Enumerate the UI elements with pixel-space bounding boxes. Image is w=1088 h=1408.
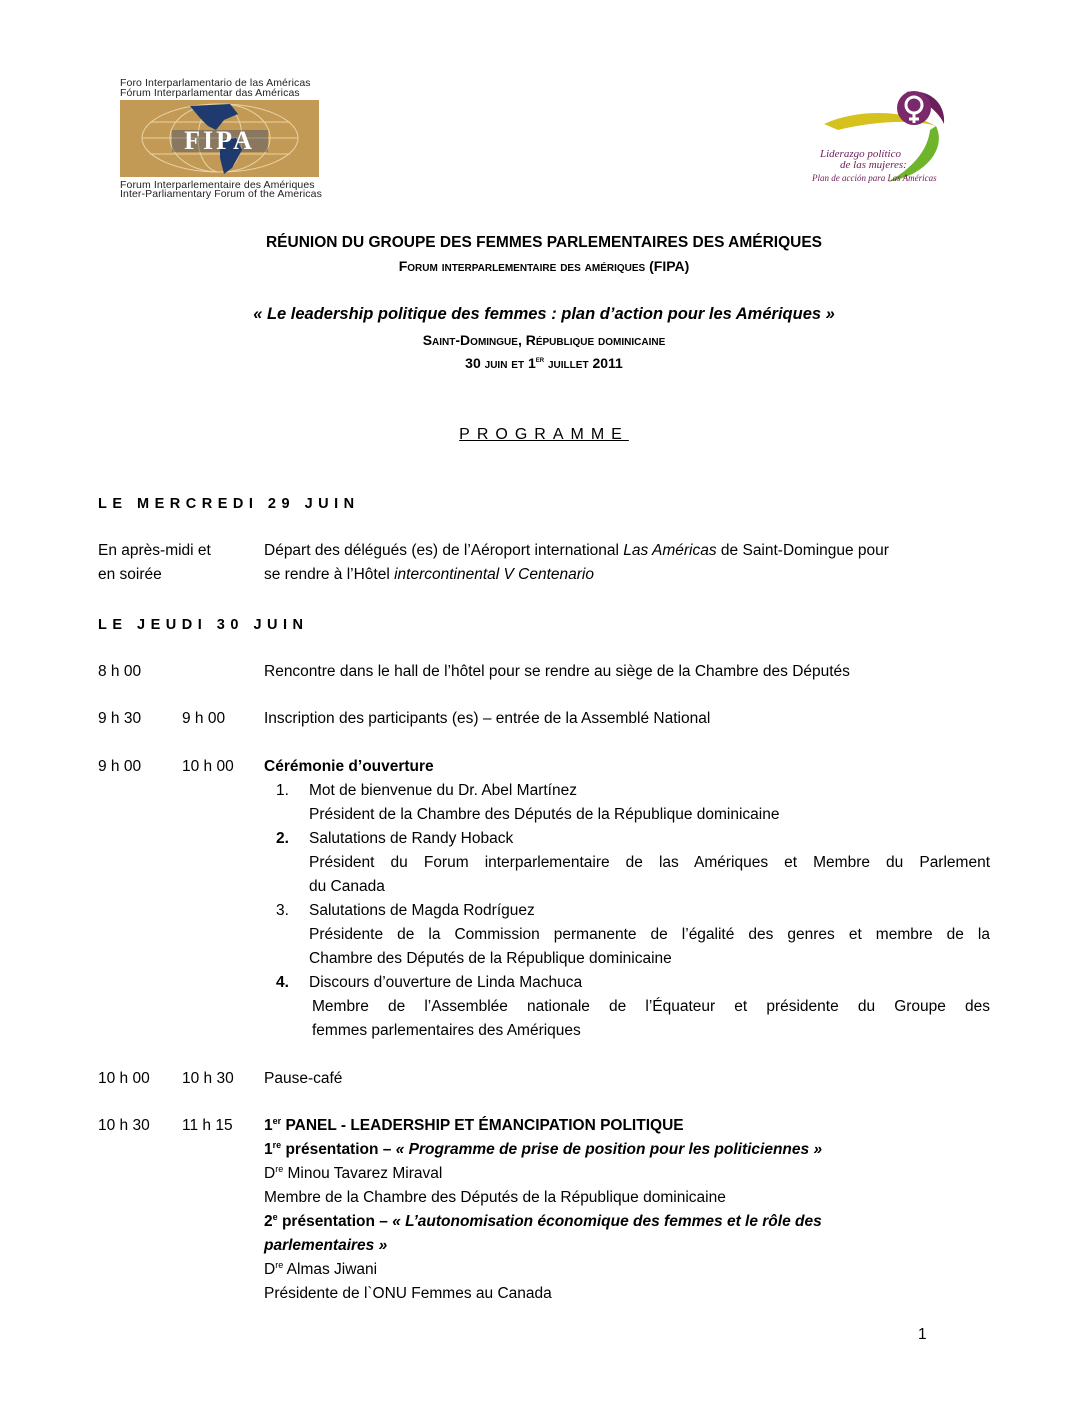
presentation-2 xyxy=(264,1210,822,1234)
time-label: En après-midi et xyxy=(98,542,211,559)
airport-name: Las Américas xyxy=(623,542,717,559)
description-text: se rendre à l’Hôtel xyxy=(264,566,395,583)
meeting-location: Saint-Domingue, République dominicaine xyxy=(422,332,666,348)
presentation-label: présentation – xyxy=(277,1213,393,1230)
schedule-description: Inscription des participants (es) – entrée de la Assemblé National xyxy=(264,710,711,727)
list-item-title: Mot de bienvenue du Dr. Abel Martínez xyxy=(309,782,577,799)
list-item-detail: Présidente de la Commission permanente de l’égalité des genres et membre de la xyxy=(309,926,990,943)
hotel-name: intercontinental V Centenario xyxy=(394,566,594,583)
presentation-label: présentation – xyxy=(281,1141,396,1158)
presenter-name-text: Minou Tavarez Miraval xyxy=(283,1165,443,1182)
time-label: en soirée xyxy=(98,566,162,583)
document-title: RÉUNION DU GROUPE DES FEMMES PARLEMENTAIRES DES AMÉRIQUES xyxy=(265,234,823,251)
presentation-1 xyxy=(264,1138,822,1162)
list-number: 3. xyxy=(276,902,289,919)
meeting-dates-part2: juillet 2011 xyxy=(544,355,623,371)
start-time: 9 h 00 xyxy=(98,758,142,775)
presenter-name xyxy=(264,1258,377,1282)
end-time: 11 h 15 xyxy=(182,1117,233,1134)
presenter-prefix-sup: re xyxy=(275,1260,284,1270)
start-time: 10 h 00 xyxy=(98,1070,150,1087)
meeting-dates xyxy=(0,355,1088,371)
description-text: de Saint-Domingue pour xyxy=(716,542,889,559)
end-time: 9 h 00 xyxy=(182,710,226,727)
panel-number: 1 xyxy=(264,1117,273,1134)
presentation-number: 2 xyxy=(264,1213,273,1230)
meeting-dates-part1: 30 juin et 1 xyxy=(465,355,536,371)
presentation-title: « L’autonomisation économique des femmes et le rôle des xyxy=(392,1213,822,1230)
start-time: 8 h 00 xyxy=(98,663,142,680)
presenter-prefix: D xyxy=(264,1165,276,1182)
panel-title xyxy=(264,1114,684,1138)
presentation-number-sup: re xyxy=(272,1140,282,1150)
presentation-title-continued: parlementaires » xyxy=(264,1237,388,1254)
presenter-role: Présidente de l`ONU Femmes au Canada xyxy=(264,1285,552,1302)
presenter-prefix: D xyxy=(264,1261,276,1278)
fipa-line-en: Inter-Parliamentary Forum of the Americas xyxy=(120,188,322,200)
list-number: 4. xyxy=(276,974,289,991)
liderazgo-line-2: de las mujeres: xyxy=(840,159,907,171)
female-symbol-icon xyxy=(818,86,950,186)
list-number: 2. xyxy=(276,830,289,847)
start-time: 9 h 30 xyxy=(98,710,142,727)
fipa-logo-box xyxy=(120,100,319,177)
list-item-title: Salutations de Magda Rodríguez xyxy=(309,902,535,919)
list-item-detail: femmes parlementaires des Amériques xyxy=(312,1022,581,1039)
list-item-detail: Chambre des Députés de la République dominicaine xyxy=(309,950,672,967)
fipa-line-pt: Fórum Interparlamentar das Américas xyxy=(120,87,300,99)
liderazgo-line-3: Plan de acción para Las Américas xyxy=(812,173,937,183)
presenter-role: Membre de la Chambre des Députés de la République dominicaine xyxy=(264,1189,726,1206)
meeting-theme: « Le leadership politique des femmes : plan d’action pour les Amériques » xyxy=(253,305,835,323)
presenter-name xyxy=(264,1162,442,1186)
end-time: 10 h 30 xyxy=(182,1070,234,1087)
fipa-logo-text: FIPA xyxy=(184,126,255,155)
list-item-detail: Président du Forum interparlementaire de las Amériques et Membre du Parlement xyxy=(309,854,990,871)
schedule-description xyxy=(264,539,889,563)
programme-heading: PROGRAMME xyxy=(459,426,629,443)
panel-title-text: PANEL - LEADERSHIP ET ÉMANCIPATION POLITIQUE xyxy=(281,1117,684,1134)
schedule-description: Rencontre dans le hall de l’hôtel pour se rendre au siège de la Chambre des Députés xyxy=(264,663,850,680)
presenter-prefix-sup: re xyxy=(275,1164,284,1174)
meeting-dates-sup: er xyxy=(535,354,545,364)
schedule-description xyxy=(264,563,594,587)
presentation-number: 1 xyxy=(264,1141,273,1158)
day-heading-wednesday: LE MERCREDI 29 JUIN xyxy=(98,496,360,512)
presenter-name-text: Almas Jiwani xyxy=(283,1261,378,1278)
document-subtitle: Forum interparlementaire des amériques (FIPA) xyxy=(398,258,690,274)
list-item-detail: Président de la Chambre des Députés de la République dominicaine xyxy=(309,806,780,823)
end-time: 10 h 00 xyxy=(182,758,234,775)
list-number: 1. xyxy=(276,782,289,799)
start-time: 10 h 30 xyxy=(98,1117,150,1134)
schedule-description: Pause-café xyxy=(264,1070,343,1087)
day-heading-thursday: LE JEUDI 30 JUIN xyxy=(98,617,309,633)
presentation-title: « Programme de prise de position pour les politiciennes » xyxy=(395,1141,823,1158)
page-number: 1 xyxy=(918,1326,927,1343)
presentation-number-sup: e xyxy=(272,1212,278,1222)
ceremony-title: Cérémonie d’ouverture xyxy=(264,758,434,775)
fipa-line-fr: Forum Interparlementaire des Amériques xyxy=(120,179,315,191)
list-item-detail: Membre de l’Assemblée nationale de l’Équateur et présidente du Groupe des xyxy=(312,998,990,1015)
list-item-detail: du Canada xyxy=(309,878,385,895)
description-text: Départ des délégués (es) de l’Aéroport international xyxy=(264,542,624,559)
fipa-line-es: Foro Interparlamentario de las Américas xyxy=(120,77,311,89)
list-item-title: Salutations de Randy Hoback xyxy=(309,830,514,847)
liderazgo-line-1: Liderazgo político xyxy=(820,148,901,160)
list-item-title: Discours d’ouverture de Linda Machuca xyxy=(309,974,583,991)
panel-number-sup: er xyxy=(272,1116,282,1126)
